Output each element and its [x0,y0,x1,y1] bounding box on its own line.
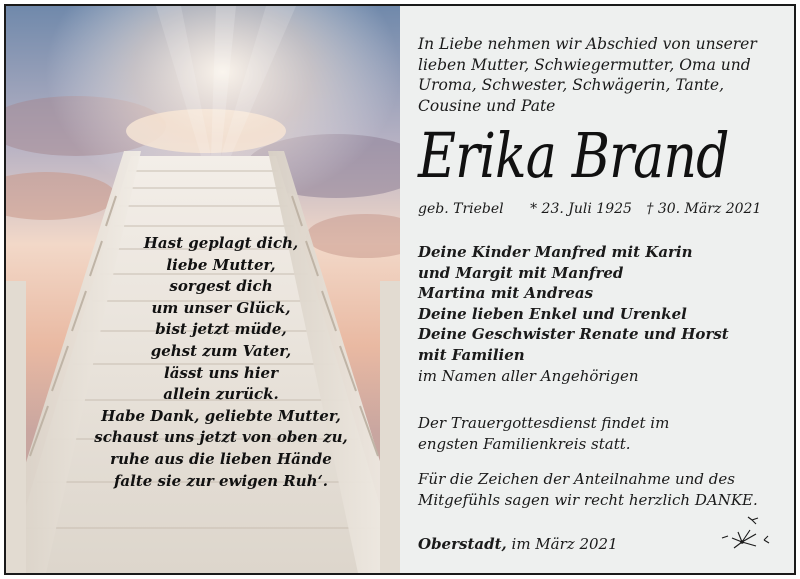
poem-line: allein zurück. [163,385,279,404]
life-dates [418,200,788,218]
mourner-line: Deine Kinder Manfred mit Karin [418,243,693,261]
intro-line: In Liebe nehmen wir Abschied von unserer [418,35,757,53]
intro-text [418,34,788,116]
birth-name: geb. Triebel [418,201,504,217]
poem-line: falte sie zur ewigen Ruh‘. [113,471,329,490]
service-notice [418,413,788,455]
mourner-line: Martina mit Andreas [418,284,594,303]
thanks-line: Mitgefühls sagen wir recht herzlich DANKE. [418,491,758,509]
poem-line: sorgest dich [169,277,273,296]
stairway-to-heaven-image [6,6,400,573]
dandelion-seeds-icon [712,514,772,554]
mourner-line: Deine lieben Enkel und Urenkel [418,304,687,323]
poem-line: liebe Mutter, [166,255,276,274]
poem-line: schaust uns jetzt von oben zu, [94,428,348,447]
intro-line: Uroma, Schwester, Schwägerin, Tante, [418,76,725,94]
mourner-line: und Margit mit Manfred [418,263,624,282]
poem [81,233,361,492]
mourners-closing: im Namen aller Angehörigen [418,366,639,385]
mourner-line: Deine Geschwister Renate und Horst [418,325,729,344]
intro-line: lieben Mutter, Schwiegermutter, Oma und [418,55,751,74]
intro-line: Cousine und Pate [418,96,556,115]
poem-line: gehst zum Vater, [150,341,292,360]
service-line: engsten Familienkreis statt. [418,435,631,453]
thanks-line: Für die Zeichen der Anteilnahme und des [418,470,735,488]
poem-line: bist jetzt müde, [155,320,287,339]
death-date: † 30. März 2021 [646,201,762,217]
place-name: Oberstadt, [418,535,507,553]
poem-line: ruhe aus die lieben Hände [110,449,332,468]
poem-line: Hast geplagt dich, [143,234,299,252]
poem-line: Habe Dank, geliebte Mutter, [101,406,341,425]
service-line: Der Trauergottesdienst findet im [418,414,670,432]
mourners-list [418,242,788,386]
poem-line: um unser Glück, [151,298,291,317]
notice-date: im März 2021 [511,535,618,553]
birth-date: * 23. Juli 1925 [530,201,632,217]
deceased-name: Erika Brand [418,119,729,192]
thanks-notice [418,469,788,511]
poem-line: lässt uns hier [164,363,278,382]
mourner-line: mit Familien [418,345,525,364]
